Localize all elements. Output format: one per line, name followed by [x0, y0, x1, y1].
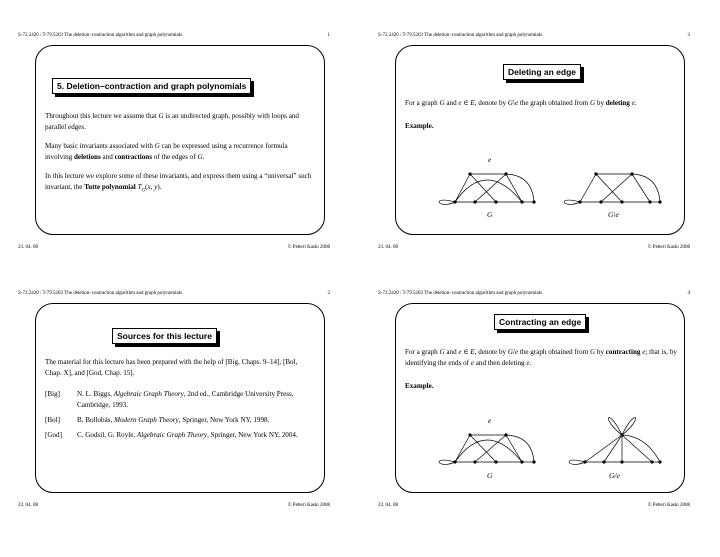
page-number: 3	[687, 33, 690, 38]
slide-title: Deleting an edge	[503, 64, 581, 80]
example-label: Example.	[405, 122, 434, 130]
slide-body	[45, 357, 310, 445]
reference-item: [Bol] B. Bollobás, Modern Graph Theory, Springer, New York NY, 1998.	[45, 416, 270, 424]
graph-g-contract-e	[360, 258, 720, 536]
graph-label-g: G	[487, 210, 493, 219]
paragraph: For a graph G and e ∈ E, denote by G/e the graph obtained from G by contracting e; that is, by identifying the ends of e and then deleting e.	[405, 348, 677, 367]
slide-1	[0, 0, 360, 278]
slide-header: S-72.2420 / T-79.5203 The deletion–contraction algorithm and graph polynomials	[378, 291, 543, 296]
slide-header: S-72.2420 / T-79.5203 The deletion–contraction algorithm and graph polynomials	[378, 33, 543, 38]
slide-copyright: © Petteri Kaski 2008	[647, 245, 690, 250]
slide-date: 23. 04. 08	[18, 245, 38, 250]
example-label: Example.	[405, 382, 434, 390]
paragraph: The material for this lecture has been prepared with the help of [Big, Chaps. 9–14], [Bol, Chap. X], and [God, Chap. 15].	[45, 358, 298, 377]
graph-g-minus-e	[360, 0, 720, 278]
page-number: 4	[687, 291, 690, 296]
paragraph: For a graph G and e ∈ E, denote by G\e the graph obtained from G by deleting e.	[405, 99, 637, 107]
slide-2	[0, 258, 360, 536]
slide-copyright: © Petteri Kaski 2008	[647, 503, 690, 508]
graph-label-g-minus-e: G\e	[608, 210, 619, 219]
slide-date: 23. 04. 08	[378, 245, 398, 250]
slide-4	[360, 258, 720, 536]
slide-header: S-72.2420 / T-79.5203 The deletion–contraction algorithm and graph polynomials	[18, 291, 183, 296]
reference-item: [God] C. Godsil, G. Royle, Algebraic Graph Theory, Springer, New York NY, 2004.	[45, 431, 298, 439]
edge-label: e	[488, 155, 492, 164]
slide-copyright: © Petteri Kaski 2008	[287, 503, 330, 508]
graph-label-g-contract-e: G/e	[609, 471, 620, 480]
slide-body	[45, 111, 315, 204]
slide-header: S-72.2420 / T-79.5203 The deletion–contraction algorithm and graph polynomials	[18, 33, 183, 38]
slide-title: Sources for this lecture	[112, 328, 217, 344]
page-number: 2	[327, 291, 330, 296]
paragraph: In this lecture we explore some of these invariants, and express them using a “universal” such invariant, the Tutte polynomial $T_G(x$, y).	[45, 172, 312, 194]
slide-copyright: © Petteri Kaski 2008	[287, 245, 330, 250]
slide-title: Contracting an edge	[494, 314, 586, 330]
slide-date: 23. 04. 08	[378, 503, 398, 508]
slide-date: 23. 04. 08	[18, 503, 38, 508]
slide-title: 5. Deletion–contraction and graph polynomials	[52, 78, 251, 94]
slide-3	[360, 0, 720, 278]
page-number: 1	[327, 33, 330, 38]
edge-label: e	[488, 416, 492, 425]
reference-item: [Big] N. L. Biggs, Algebraic Graph Theory, 2nd ed., Cambridge University Press, Cambridge, 1993.	[45, 390, 294, 409]
graph-label-g: G	[487, 471, 493, 480]
paragraph: Throughout this lecture we assume that G is an undirected graph, possibly with loops and parallel edges.	[45, 112, 299, 131]
paragraph: Many basic invariants associated with G can be expressed using a recurrence formula involving deletions and contractions of the edges of G.	[45, 142, 288, 161]
